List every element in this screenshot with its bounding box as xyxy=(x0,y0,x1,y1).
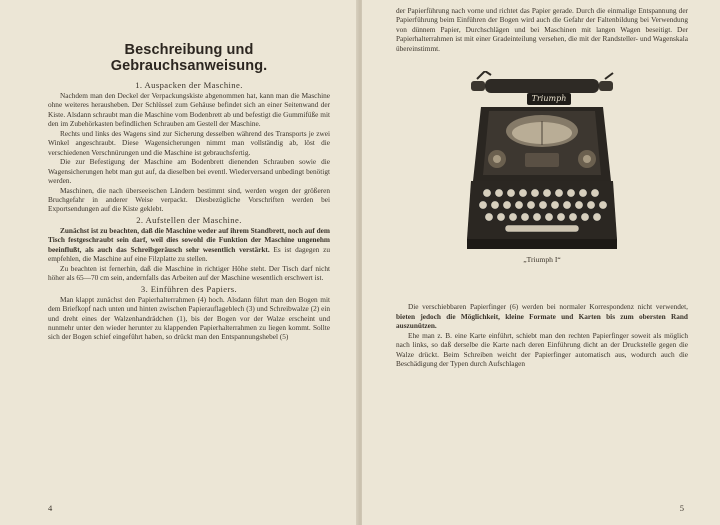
section-heading-paper: 3. Einführen des Papiers. xyxy=(140,283,238,294)
typewriter-brand-label: Triumph xyxy=(531,94,567,104)
emphasis-text: Zunächst ist zu beachten, daß die Maschine weder auf ihrem Standbrett, noch auf dem Tisch festgeschraubt sein darf, weil dies sowohl die Funktion der Maschine ungenehm beeinflußt, als auch das Schreibgeräusch sehr wesentlich verstärkt. xyxy=(48,225,330,254)
page-title: Beschreibung und Gebrauchsanweisung. xyxy=(110,42,268,74)
figure-caption: „Triumph I“ xyxy=(523,255,561,265)
emphasis-text: bieten jedoch die Möglichkeit, kleine Formate und Karten bis zum obersten Rand auszunützen. xyxy=(396,311,688,331)
paragraph xyxy=(396,302,688,330)
page-number: 5 xyxy=(679,503,684,513)
paragraph: Nachdem man den Deckel der Verpackungskiste abgenommen hat, kann man die Maschine ohne weiteres herausheben. Der Schlüssel zum Gehäuse befindet sich an einer Seitenwand der Kiste. Alsdann schraubt man die Maschine vom Bodenbrett ab und befestigt die Gummifüße mit den im Zubehörkasten befindlichen Schrauben am Gestell der Maschine. xyxy=(48,91,330,129)
section-heading-unpacking: 1. Auspacken der Maschine. xyxy=(135,80,243,90)
paragraph: der Papierführung nach vorne und richtet das Papier gerade. Durch die einmalige Entspannung der Papierführung beim Einführen der Bogen wird auch die Gefahr der Faltenbildung bei Verwendung von dünnem Papier, Durchschlägen und bei Maschinen mit langen Wagen beseitigt. Der Papierhalterrahmen ist mit einer Gradeinteilung versehen, die mit der Randsteller- und Wagenskala übereinstimmt. xyxy=(396,6,688,53)
paragraph xyxy=(48,226,330,264)
right-page xyxy=(362,0,720,525)
paragraph-text: Es ist dagegen zu empfehlen, die Maschine auf eine Filzplatte zu stellen. xyxy=(48,244,330,264)
paragraph: Rechts und links des Wagens sind zur Sicherung desselben während des Transports je zwei Winkel angeschraubt. Diese Wagensicherungen nimmt man vollständig ab, löst die verschiedenen Verschnürungen und die Maschine ist gebrauchsfertig. xyxy=(48,128,330,157)
paragraph: Ehe man z. B. eine Karte einführt, schiebt man den rechten Papierfinger soweit als möglich nach links, so daß derselbe die Karte nach deren Einführung dicht an der Druckstelle gegen die Walze drückt. Beim Schreiben weicht der Papierfinger automatisch aus, wodurch auch die Beschädigung der Typen durch Aufschlagen xyxy=(396,330,688,368)
typewriter-illustration xyxy=(467,71,617,249)
left-page xyxy=(0,0,358,525)
paragraph: Die zur Befestigung der Maschine am Bodenbrett dienenden Schrauben sowie die Wagensicherungen hebt man gut auf, da dieselben bei eventl. Wiederversand unbedingt benötigt werden. xyxy=(48,157,330,186)
paragraph: Zu beachten ist fernerhin, daß die Maschine in richtiger Höhe steht. Der Tisch darf nicht höher als 65—70 cm sein, andernfalls das Arbeiten auf der Maschine wesentlich erschwert ist. xyxy=(48,263,330,283)
paragraph: Man klappt zunächst den Papierhalterrahmen (4) hoch. Alsdann führt man den Bogen mit dem Briefkopf nach unten und hinten zwischen Papierauflageblech (3) und Schreibwalze (2) ein und dreht eines der Walzenhandrädchen (1), bis der Bogen vor der Walze erscheint und nunmehr unter den wieder herunter zu klappenden Papierhalterrahmen zu liegen kommt. Sollte sich der Bogen schief eingeführt haben, so drückt man den Entspannungshebel (5) xyxy=(48,294,330,342)
paragraph-text: Die verschiebbaren Papierfinger (6) werden bei normaler Korrespondenz nicht verwendet, xyxy=(408,302,688,312)
paragraph: Maschinen, die nach überseeischen Ländern bestimmt sind, werden wegen der größeren Bruchgefahr in anderer Weise verpackt. Diesbezügliche Vorschriften werden bei Exportsendungen auf die Kiste geklebt. xyxy=(48,185,330,214)
section-heading-setup: 2. Aufstellen der Maschine. xyxy=(136,214,242,225)
page-number: 4 xyxy=(48,503,53,513)
